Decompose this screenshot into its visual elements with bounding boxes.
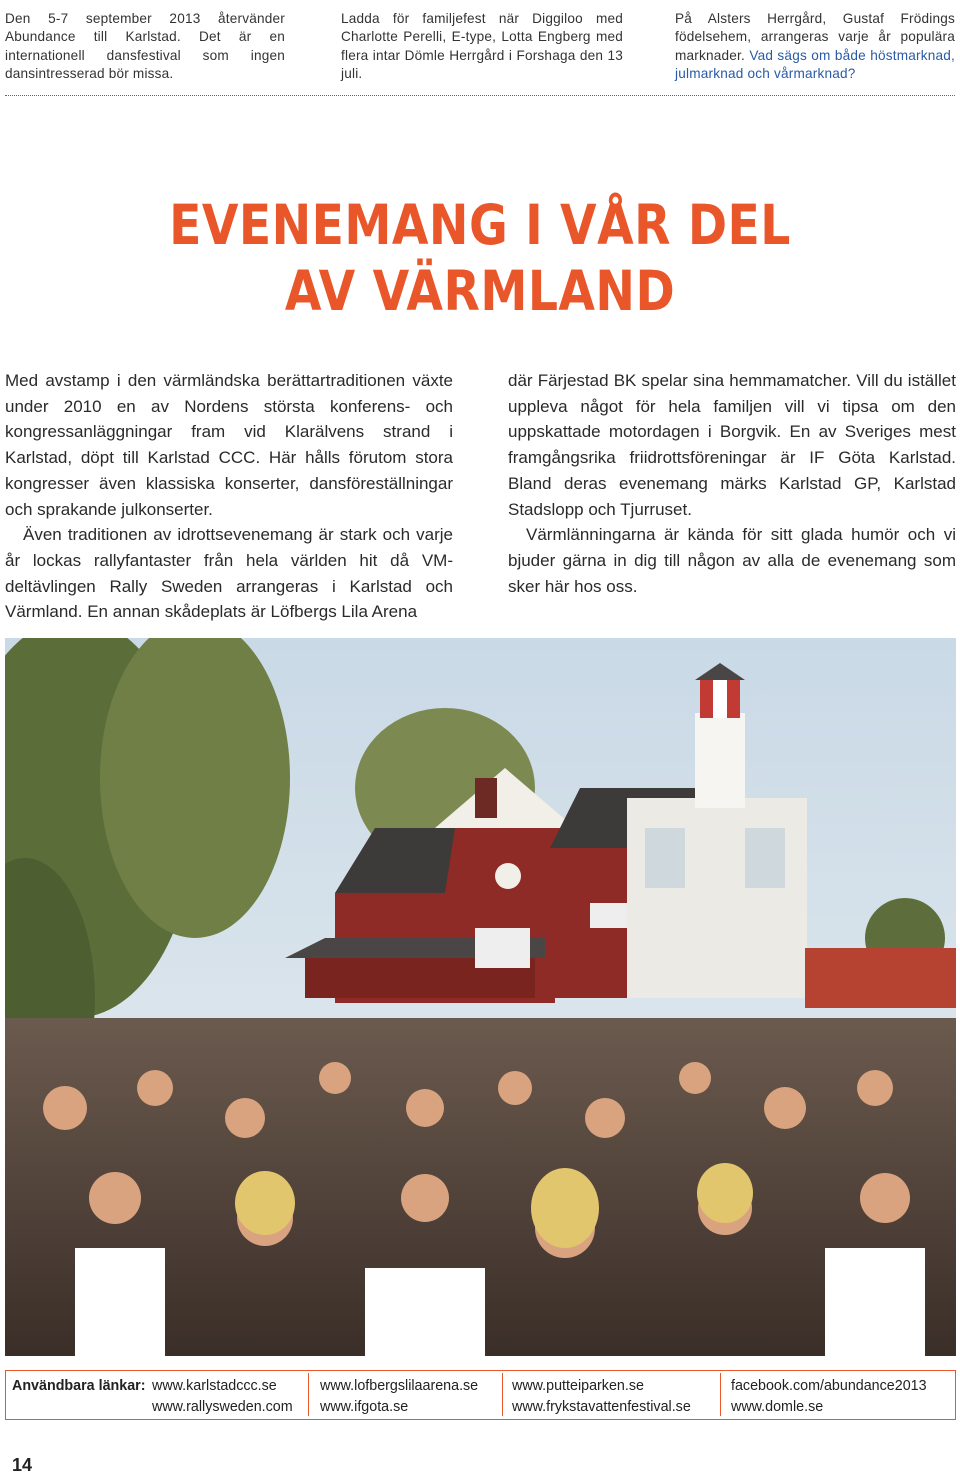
- link[interactable]: www.domle.se: [731, 1399, 824, 1415]
- caption-alster-part1: På Alsters Herrgård, Gustaf Frödings födelsehem, arrangeras varje år populära marknader.: [675, 11, 955, 63]
- links-separator: [502, 1373, 503, 1416]
- link[interactable]: www.ifgota.se: [320, 1399, 409, 1415]
- links-group-1: [152, 1376, 293, 1418]
- link[interactable]: www.putteiparken.se: [512, 1378, 644, 1394]
- page-title: [67, 192, 893, 324]
- page-title-line2: AV VÄRMLAND: [284, 259, 676, 323]
- paragraph: Värmlänningarna är kända för sitt glada humör och vi bjuder gärna in dig till någon av alla de evenemang som sker här hos oss.: [508, 525, 956, 596]
- event-photo: [5, 638, 956, 1356]
- links-group-2: [320, 1376, 478, 1418]
- page-number: 14: [12, 1455, 33, 1475]
- caption-alster-part2: Vad sägs om både höstmarknad, julmarknad och vårmarknad?: [675, 47, 955, 82]
- links-label: Användbara länkar:: [12, 1378, 146, 1394]
- paragraph: där Färjestad BK spelar sina hemmamatcher. Vill du istället uppleva något för hela familjen vill vi tipsa om den uppskattade motordagen i Borgvik. En av Sveriges mest framgångsrika friidrottsföreningar är IF Göta Karlstad. Bland deras evenemang märks Karlstad GP, Karlstad Stadslopp och Tjurruset.: [508, 371, 956, 519]
- caption-alster: [675, 10, 955, 84]
- event-photo-illustration: [5, 638, 956, 1356]
- caption-diggiloo: Ladda för familjefest när Diggiloo med Charlotte Perelli, E-type, Lotta Engberg med flera intar Dömle Herrgård i Forshaga den 13 juli.: [341, 11, 623, 82]
- photo-captions: [5, 10, 955, 94]
- links-separator: [720, 1373, 721, 1416]
- article-column-right: [508, 368, 956, 599]
- paragraph: Även traditionen av idrottsevenemang är stark och varje år lockas rallyfantaster från hela världen hit då VM-deltävlingen Rally Sweden arrangeras i Karlstad och Värmland. En annan skådeplats är Löfbergs Lila Arena: [5, 525, 453, 622]
- building-icon: [805, 948, 956, 1008]
- links-group-4: [731, 1376, 927, 1418]
- link[interactable]: www.frykstavattenfestival.se: [512, 1399, 691, 1415]
- link[interactable]: facebook.com/abundance2013: [731, 1378, 927, 1394]
- dotted-divider: [5, 95, 955, 96]
- article-column-left: [5, 368, 453, 625]
- caption-abundance: Den 5-7 september 2013 återvänder Abundance till Karlstad. Det är en internationell dansfestival som ingen dansintresserad bör missa.: [5, 11, 285, 82]
- link[interactable]: www.karlstadccc.se: [152, 1378, 277, 1394]
- paragraph: Med avstamp i den värmländska berättartraditionen växte under 2010 en av Nordens största konferens- och kongressanläggningar fram vid Klarälvens strand i Karlstad, döpt till Karlstad CCC. Här hålls förutom stora kongresser även klassiska konserter, dansföreställningar och sprakande julkonserter.: [5, 371, 453, 519]
- links-separator: [308, 1373, 309, 1416]
- link[interactable]: www.rallysweden.com: [152, 1399, 293, 1415]
- page-title-line1: EVENEMANG I VÅR DEL: [169, 193, 791, 257]
- link[interactable]: www.lofbergslilaarena.se: [320, 1378, 479, 1394]
- links-group-3: [512, 1376, 691, 1418]
- useful-links-box: [5, 1370, 956, 1420]
